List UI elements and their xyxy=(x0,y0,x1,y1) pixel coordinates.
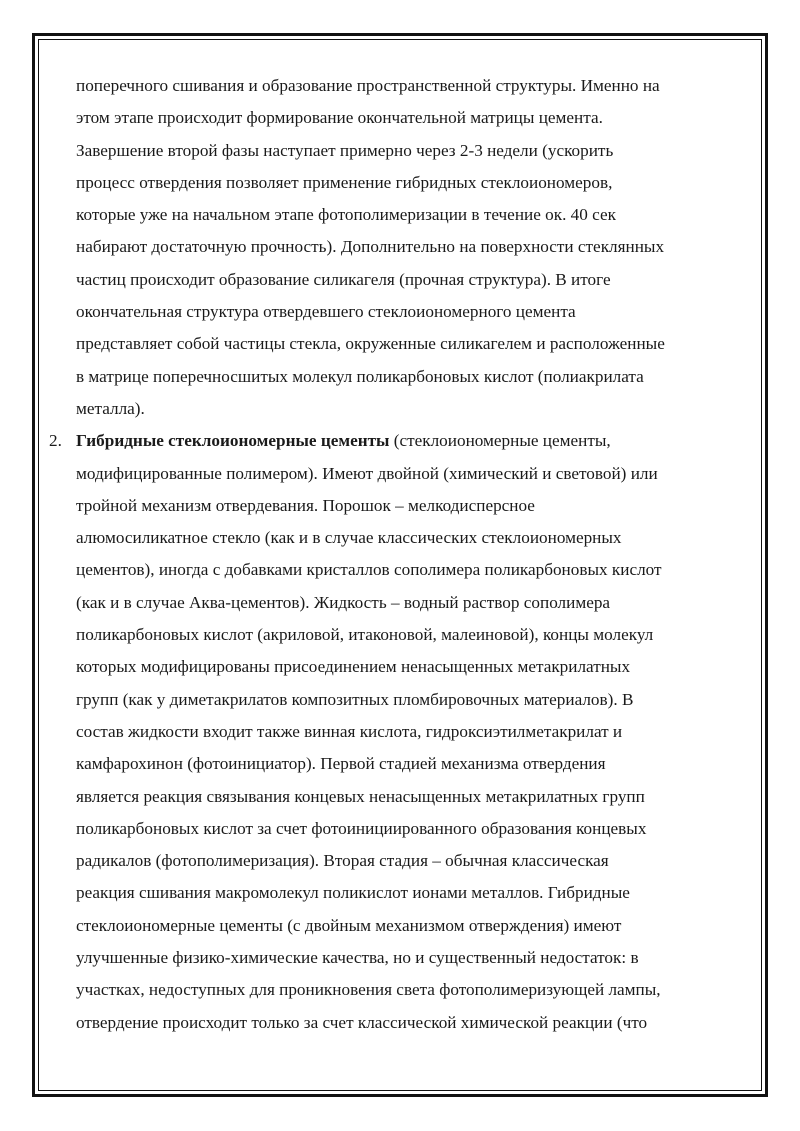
list-item-title: Гибридные стеклоиономерные цементы xyxy=(76,431,390,451)
text-line: радикалов (фотополимеризация). Вторая стадия – обычная классическая xyxy=(76,851,609,871)
text-line: которые уже на начальном этапе фотополимеризации в течение ок. 40 сек xyxy=(76,205,616,225)
document-body xyxy=(49,70,736,1039)
text-line: улучшенные физико-химические качества, но и существенный недостаток: в xyxy=(76,948,639,968)
text-line: реакция сшивания макромолекул поликислот ионами металлов. Гибридные xyxy=(76,883,630,903)
text-line: отвердение происходит только за счет классической химической реакции (что xyxy=(76,1012,648,1032)
text-line: металла). xyxy=(76,398,145,418)
list-item-hybrid-cements xyxy=(49,425,736,1039)
text-line: состав жидкости входит также винная кислота, гидроксиэтилметакрилат и xyxy=(76,721,623,741)
text-line: является реакция связывания концевых ненасыщенных метакрилатных групп xyxy=(76,786,645,806)
text-line: набирают достаточную прочность). Дополнительно на поверхности стеклянных xyxy=(76,237,665,257)
text-line: которых модифицированы присоединением ненасыщенных метакрилатных xyxy=(76,657,631,677)
text-line: поликарбоновых кислот (акриловой, итаконовой, малеиновой), концы молекул xyxy=(76,625,654,645)
text-line: окончательная структура отвердевшего стеклоиономерного цемента xyxy=(76,302,576,322)
text-line: представляет собой частицы стекла, окруженные силикагелем и расположенные xyxy=(76,334,665,354)
text-line: частиц происходит образование силикагеля (прочная структура). В итоге xyxy=(76,269,611,289)
text-line: этом этапе происходит формирование окончательной матрицы цемента. xyxy=(76,108,603,128)
list-item-title-continuation: (стеклоиономерные цементы, xyxy=(389,431,611,451)
continued-paragraph xyxy=(76,70,736,425)
text-line: поликарбоновых кислот за счет фотоинициированного образования концевых xyxy=(76,818,647,838)
text-line: участках, недоступных для проникновения света фотополимеризующей лампы, xyxy=(76,980,661,1000)
text-line: стеклоиономерные цементы (с двойным механизмом отверждения) имеют xyxy=(76,915,622,935)
text-line: Завершение второй фазы наступает примерно через 2-3 недели (ускорить xyxy=(76,140,614,160)
text-line: тройной механизм отвердевания. Порошок – мелкодисперсное xyxy=(76,495,535,515)
text-line: камфарохинон (фотоинициатор). Первой стадией механизма отвердения xyxy=(76,754,606,774)
text-line xyxy=(76,425,736,457)
text-line: цементов), иногда с добавками кристаллов сополимера поликарбоновых кислот xyxy=(76,560,662,580)
text-line: модифицированные полимером). Имеют двойной (химический и световой) или xyxy=(76,463,658,483)
text-line: поперечного сшивания и образование пространственной структуры. Именно на xyxy=(76,76,660,95)
text-line: алюмосиликатное стекло (как и в случае классических стеклоиономерных xyxy=(76,528,622,548)
text-line: в матрице поперечносшитых молекул поликарбоновых кислот (полиакрилата xyxy=(76,366,644,386)
list-number: 2. xyxy=(49,431,62,451)
text-line: групп (как у диметакрилатов композитных пломбировочных материалов). В xyxy=(76,689,634,709)
text-line: (как и в случае Аква-цементов). Жидкость – водный раствор сополимера xyxy=(76,592,611,612)
text-line: процесс отвердения позволяет применение гибридных стеклоиономеров, xyxy=(76,172,613,192)
